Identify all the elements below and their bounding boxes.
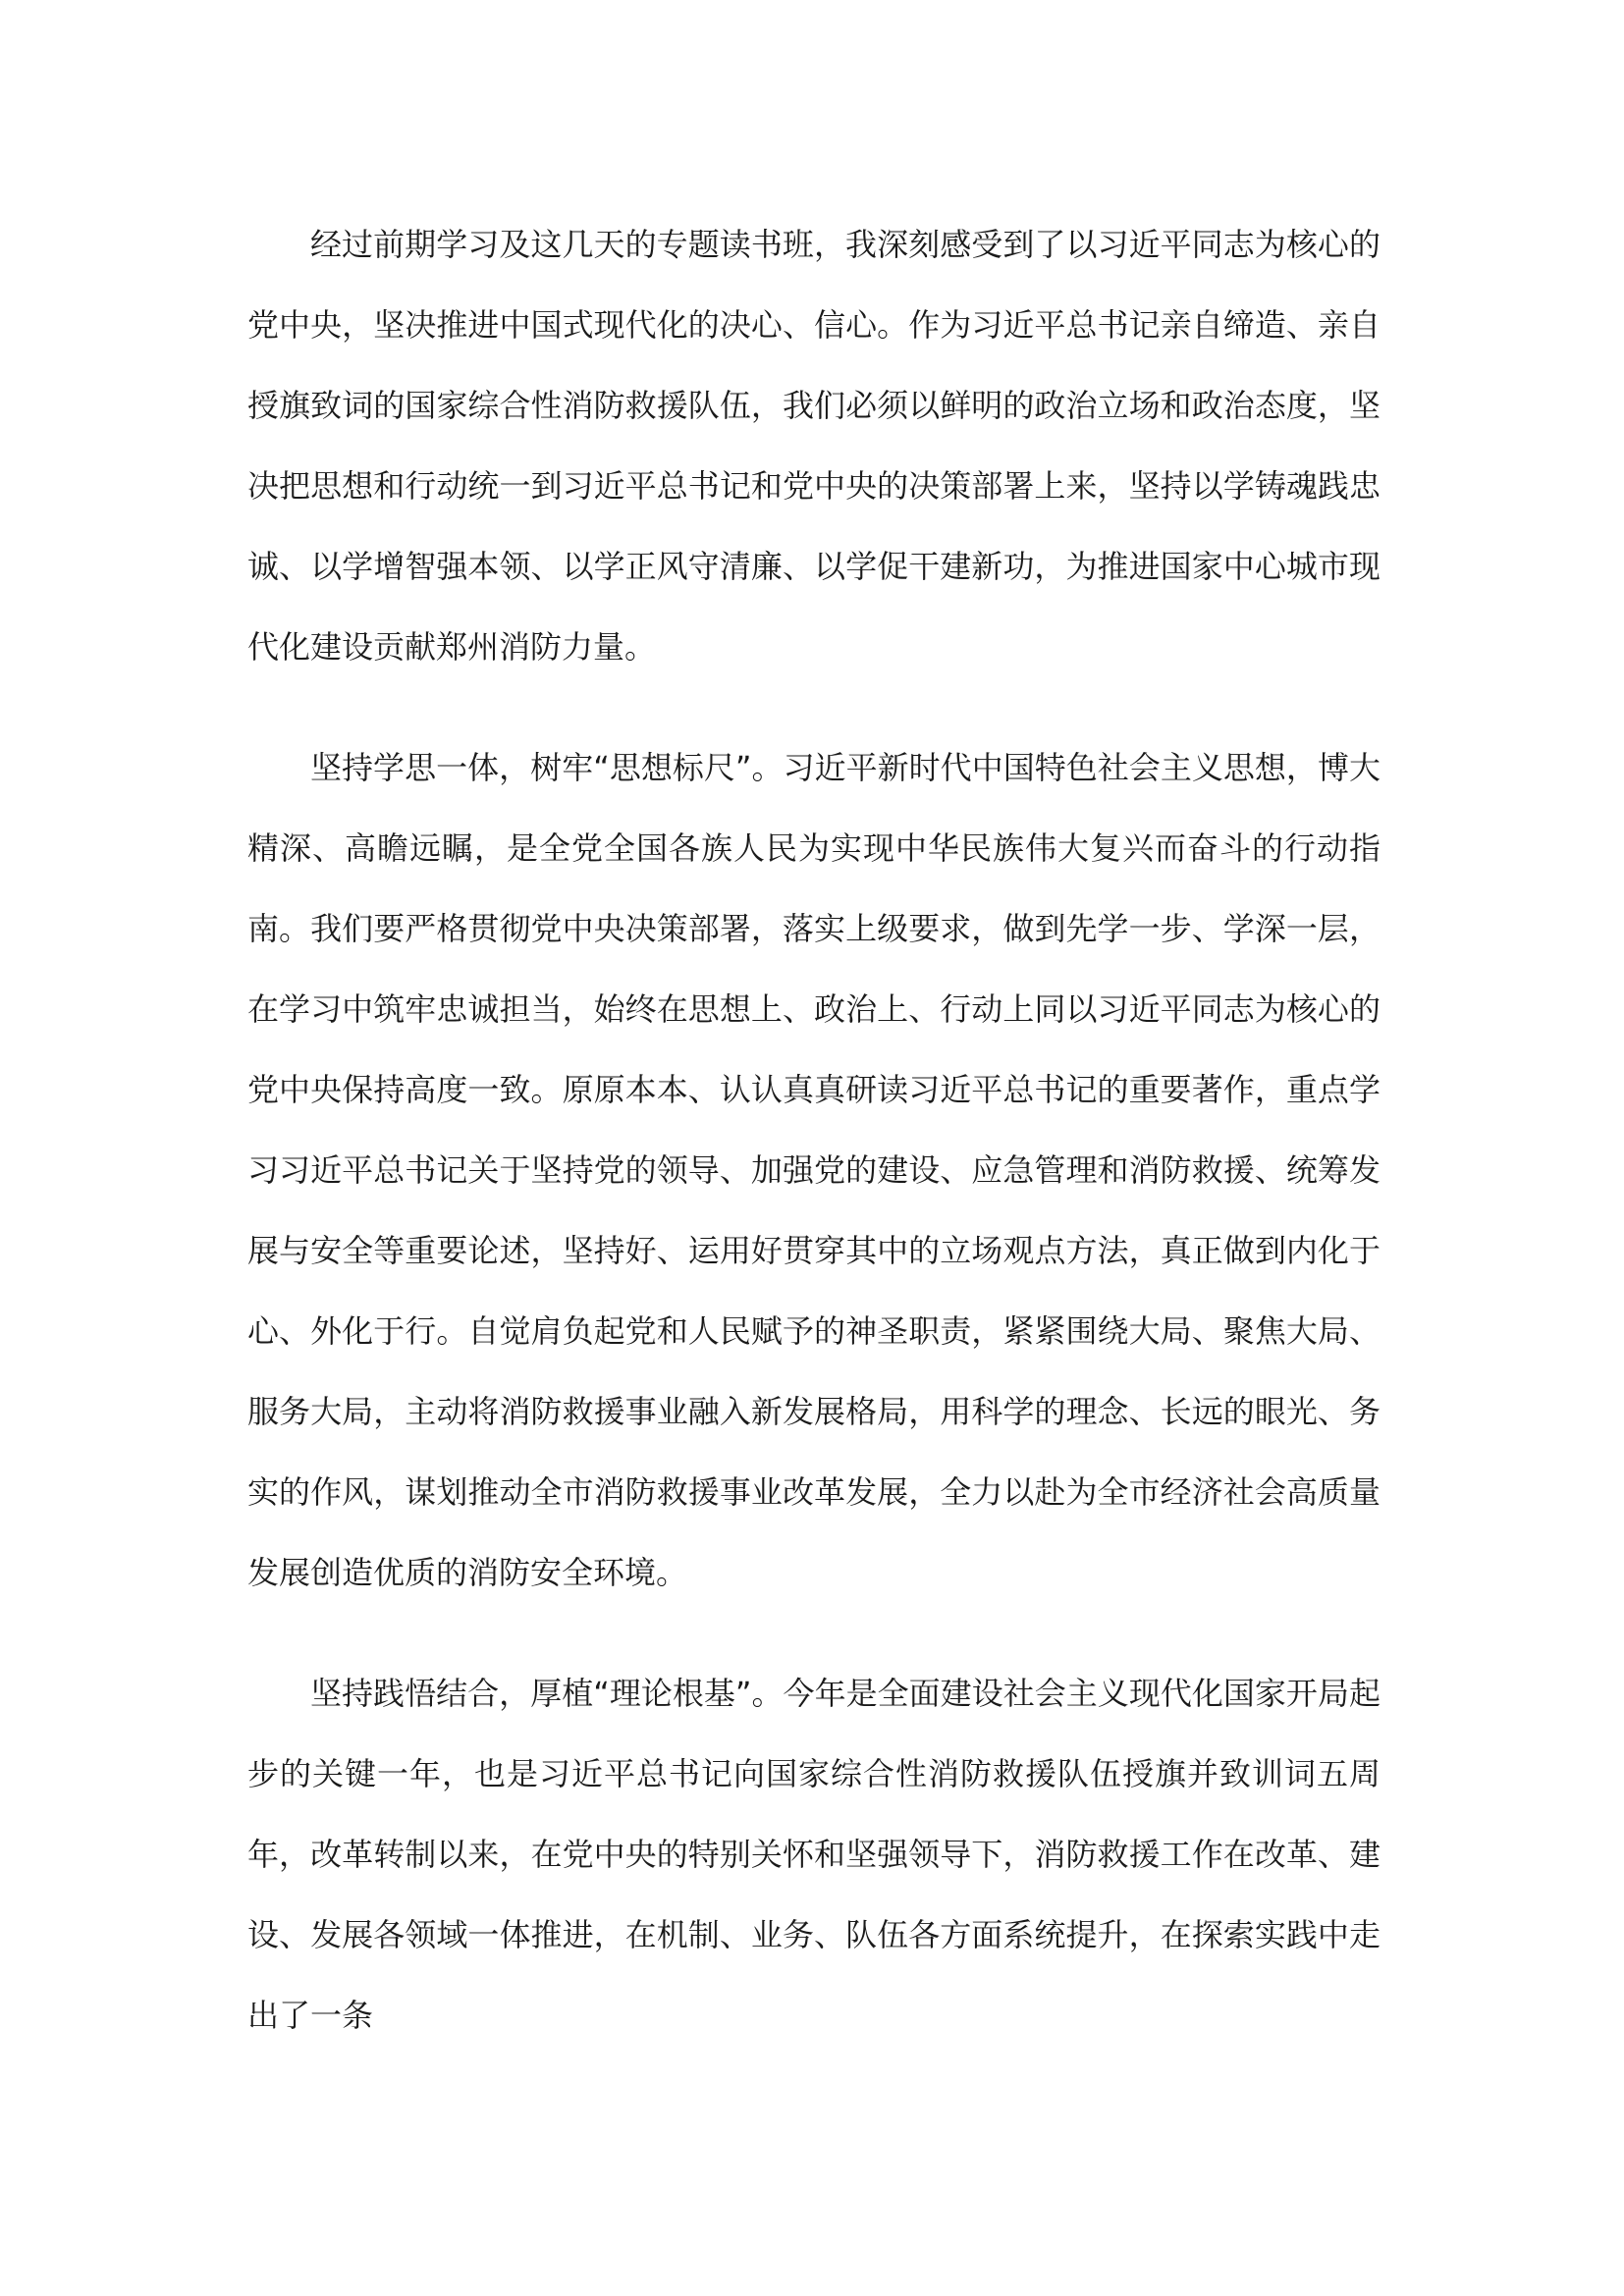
paragraph-1: 经过前期学习及这几天的专题读书班，我深刻感受到了以习近平同志为核心的党中央，坚决推进中国式现代化的决心、信心。作为习近平总书记亲自缔造、亲自授旗致词的国家综合性消防救援队伍，我们必须以鲜明的政治立场和政治态度，坚决把思想和行动统一到习近平总书记和党中央的决策部署上来，坚持以学铸魂践忠诚、以学增智强本领、以学正风守清廉、以学促干建新功，为推进国家中心城市现代化建设贡献郑州消防力量。 bbox=[247, 226, 1380, 666]
document-body bbox=[247, 204, 1380, 2056]
paragraph-3: 坚持践悟结合，厚植“理论根基”。今年是全面建设社会主义现代化国家开局起步的关键一年，也是习近平总书记向国家综合性消防救援队伍授旗并致训词五周年，改革转制以来，在党中央的特别关怀和坚强领导下，消防救援工作在改革、建设、发展各领域一体推进，在机制、业务、队伍各方面系统提升，在探索实践中走出了一条 bbox=[247, 1675, 1380, 2034]
paragraph-2: 坚持学思一体，树牢“思想标尺”。习近平新时代中国特色社会主义思想，博大精深、高瞻远瞩，是全党全国各族人民为实现中华民族伟大复兴而奋斗的行动指南。我们要严格贯彻党中央决策部署，落实上级要求，做到先学一步、学深一层，在学习中筑牢忠诚担当，始终在思想上、政治上、行动上同以习近平同志为核心的党中央保持高度一致。原原本本、认认真真研读习近平总书记的重要著作，重点学习习近平总书记关于坚持党的领导、加强党的建设、应急管理和消防救援、统筹发展与安全等重要论述，坚持好、运用好贯穿其中的立场观点方法，真正做到内化于心、外化于行。自觉肩负起党和人民赋予的神圣职责，紧紧围绕大局、聚焦大局、服务大局，主动将消防救援事业融入新发展格局，用科学的理念、长远的眼光、务实的作风，谋划推动全市消防救援事业改革发展，全力以赴为全市经济社会高质量发展创造优质的消防安全环境。 bbox=[247, 749, 1380, 1591]
